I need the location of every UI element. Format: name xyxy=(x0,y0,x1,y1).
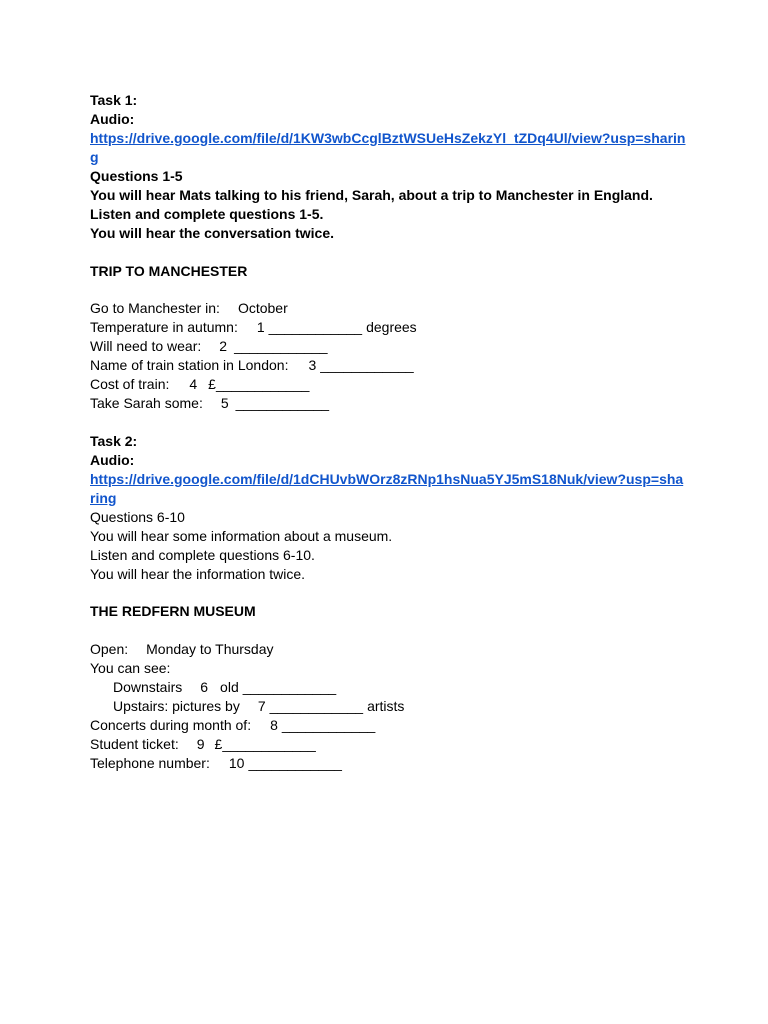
task2-label: Task 2: xyxy=(90,432,138,449)
task2-instruction-2: Listen and complete questions 6-10. xyxy=(90,546,315,563)
task1-heading: TRIP TO MANCHESTER xyxy=(90,262,248,279)
item-blank[interactable]: ____________ xyxy=(242,678,337,695)
item-label: Take Sarah some: xyxy=(90,395,203,411)
upstairs-label: Upstairs: pictures by xyxy=(113,697,240,714)
task1-item xyxy=(90,375,690,394)
task2-see-label: You can see: xyxy=(90,659,171,676)
task2-upstairs-row xyxy=(90,697,690,716)
item-number: 2 xyxy=(219,338,228,354)
item-number: 6 xyxy=(200,678,209,695)
task1-audio-label: Audio: xyxy=(90,111,135,127)
item-label: Name of train station in London: xyxy=(90,357,289,373)
task1-item xyxy=(90,394,690,413)
task1-instruction-1: You will hear Mats talking to his friend, Sarah, about a trip to Manchester in England. xyxy=(90,187,653,203)
student-label: Student ticket: xyxy=(90,735,179,752)
task2-concerts-row xyxy=(90,716,690,735)
item-prefix: £ xyxy=(208,376,216,392)
task1-item xyxy=(90,337,690,356)
item-blank[interactable]: ____________ xyxy=(222,735,316,752)
item-answer: October xyxy=(237,300,288,316)
task1-audio-link-line1[interactable]: https://drive.google.com/file/d/1KW3wbCcglBztWSUeHsZekzYl_tZDq4Ul/view?usp=sharin xyxy=(90,130,686,146)
item-label: Go to Manchester in: xyxy=(90,300,220,316)
concerts-label: Concerts during month of: xyxy=(90,716,252,733)
open-label: Open: xyxy=(90,640,129,657)
item-number: 8 xyxy=(270,716,278,733)
task1-item xyxy=(90,318,690,337)
open-value: Monday to Thursday xyxy=(146,640,274,657)
item-suffix: artists xyxy=(367,697,405,714)
task1-instruction-3: You will hear the conversation twice. xyxy=(90,225,335,241)
task2-instruction-3: You will hear the information twice. xyxy=(90,565,306,582)
item-prefix: £ xyxy=(214,735,223,752)
item-blank[interactable]: ____________ xyxy=(215,376,310,392)
task2-questions-label: Questions 6-10 xyxy=(90,508,185,525)
item-number: 4 xyxy=(189,376,198,392)
task2-open-row xyxy=(90,640,690,659)
task1-item xyxy=(90,299,690,318)
phone-label: Telephone number: xyxy=(90,754,210,771)
item-number: 10 xyxy=(228,754,245,771)
task2-downstairs-row xyxy=(90,678,690,697)
task2-audio-link-line1[interactable]: https://drive.google.com/file/d/1dCHUvbWOrz8zRNp1hsNua5YJ5mS18Nuk/view?usp=sha xyxy=(90,470,684,487)
item-blank[interactable]: ____________ xyxy=(248,754,342,771)
item-label: Will need to wear: xyxy=(90,338,202,354)
item-blank[interactable]: ____________ xyxy=(269,697,364,714)
item-number: 5 xyxy=(220,395,229,411)
item-blank[interactable]: ____________ xyxy=(268,319,363,335)
item-number: 3 xyxy=(308,357,317,373)
item-prefix: old xyxy=(220,678,239,695)
item-blank[interactable]: ____________ xyxy=(281,716,376,733)
task1-audio-link-line2[interactable]: g xyxy=(90,149,99,165)
task2-student-row xyxy=(90,735,690,754)
task2-audio-link-line2[interactable]: ring xyxy=(90,489,117,506)
task2-audio-label: Audio: xyxy=(90,451,135,468)
item-blank[interactable]: ____________ xyxy=(234,338,328,354)
item-blank[interactable]: ____________ xyxy=(320,357,414,373)
item-number: 9 xyxy=(196,735,205,752)
item-number: 7 xyxy=(257,697,266,714)
task2-phone-row xyxy=(90,754,690,773)
task2-heading: THE REDFERN MUSEUM xyxy=(90,603,256,619)
task1-instruction-2: Listen and complete questions 1-5. xyxy=(90,206,324,222)
item-label: Cost of train: xyxy=(90,376,170,392)
task2-instruction-1: You will hear some information about a museum. xyxy=(90,527,393,544)
item-blank[interactable]: ____________ xyxy=(235,395,330,411)
task1-item xyxy=(90,356,690,375)
worksheet xyxy=(90,91,690,773)
item-suffix: degrees xyxy=(366,319,417,335)
task1-questions-label: Questions 1-5 xyxy=(90,168,183,184)
item-number: 1 xyxy=(256,319,265,335)
item-label: Temperature in autumn: xyxy=(90,319,238,335)
downstairs-label: Downstairs xyxy=(113,678,183,695)
task1-label: Task 1: xyxy=(90,92,138,108)
